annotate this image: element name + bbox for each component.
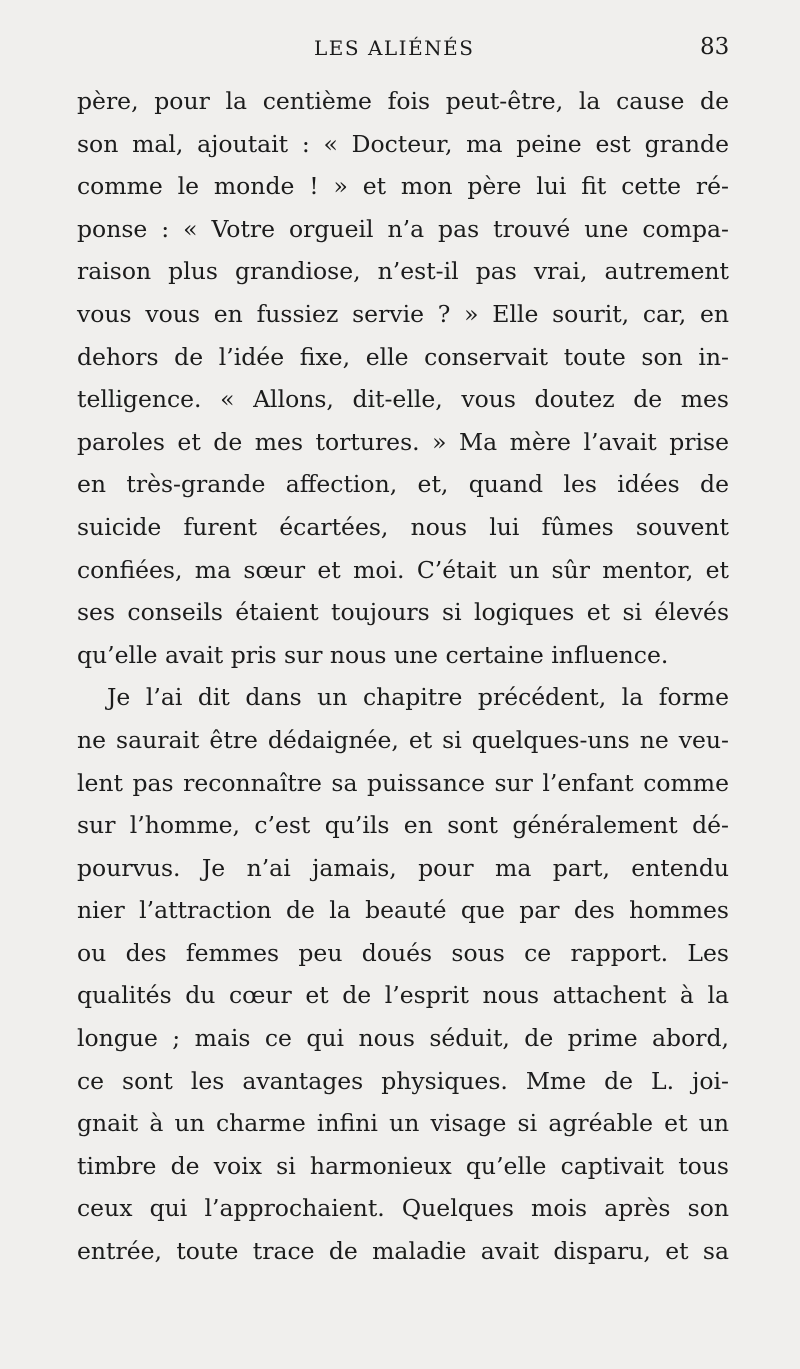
page-header: [0, 36, 800, 66]
text-line: vous vous en fussiez servie ? » Elle sourit, car, en: [77, 299, 729, 328]
text-line: raison plus grandiose, n’est-il pas vrai, autrement: [77, 257, 729, 286]
text-line: ceux qui l’approchaient. Quelques mois après son: [77, 1194, 729, 1223]
text-line: entrée, toute trace de maladie avait disparu, et sa: [77, 1237, 729, 1266]
running-title: LES ALIÉNÉS: [314, 36, 475, 60]
text-line: timbre de voix si harmonieux qu’elle captivait tous: [77, 1151, 729, 1180]
text-line: suicide furent écartées, nous lui fûmes souvent: [77, 512, 729, 541]
text-line: ou des femmes peu doués sous ce rapport. Les: [77, 938, 729, 967]
text-line: père, pour la centième fois peut-être, la cause de: [77, 87, 729, 115]
text-line: gnait à un charme infini un visage si agréable et un: [77, 1109, 729, 1138]
page-number: 83: [700, 34, 730, 60]
text-line: ponse : « Votre orgueil n’a pas trouvé une compa-: [77, 214, 729, 243]
text-line: longue ; mais ce qui nous séduit, de prime abord,: [77, 1024, 729, 1053]
text-line: telligence. « Allons, dit-elle, vous doutez de mes: [77, 385, 729, 414]
text-line: qualités du cœur et de l’esprit nous attachent à la: [77, 981, 729, 1010]
text-line: lent pas reconnaître sa puissance sur l’enfant comme: [77, 768, 729, 797]
text-line: ce sont les avantages physiques. Mme de L. joi-: [77, 1066, 729, 1095]
text-line: nier l’attraction de la beauté que par des hommes: [77, 896, 729, 925]
text-line: confiées, ma sœur et moi. C’était un sûr mentor, et: [77, 555, 729, 584]
text-line: ne saurait être dédaignée, et si quelques-uns ne veu-: [77, 725, 729, 754]
text-line: dehors de l’idée fixe, elle conservait toute son in-: [77, 342, 729, 371]
text-line: ses conseils étaient toujours si logiques et si élevés: [77, 598, 729, 627]
text-line: sur l’homme, c’est qu’ils en sont généralement dé-: [77, 811, 729, 840]
text-line: Je l’ai dit dans un chapitre précédent, la forme: [107, 683, 729, 712]
text-line: comme le monde ! » et mon père lui fit cette ré-: [77, 172, 729, 201]
text-line: paroles et de mes tortures. » Ma mère l’avait prise: [77, 427, 729, 456]
body-text: [77, 80, 729, 1273]
text-line: qu’elle avait pris sur nous une certaine influence.: [77, 640, 669, 669]
text-line: en très-grande affection, et, quand les idées de: [77, 470, 729, 499]
text-line: son mal, ajoutait : « Docteur, ma peine est grande: [77, 129, 729, 158]
text-line: pourvus. Je n’ai jamais, pour ma part, entendu: [77, 853, 729, 882]
